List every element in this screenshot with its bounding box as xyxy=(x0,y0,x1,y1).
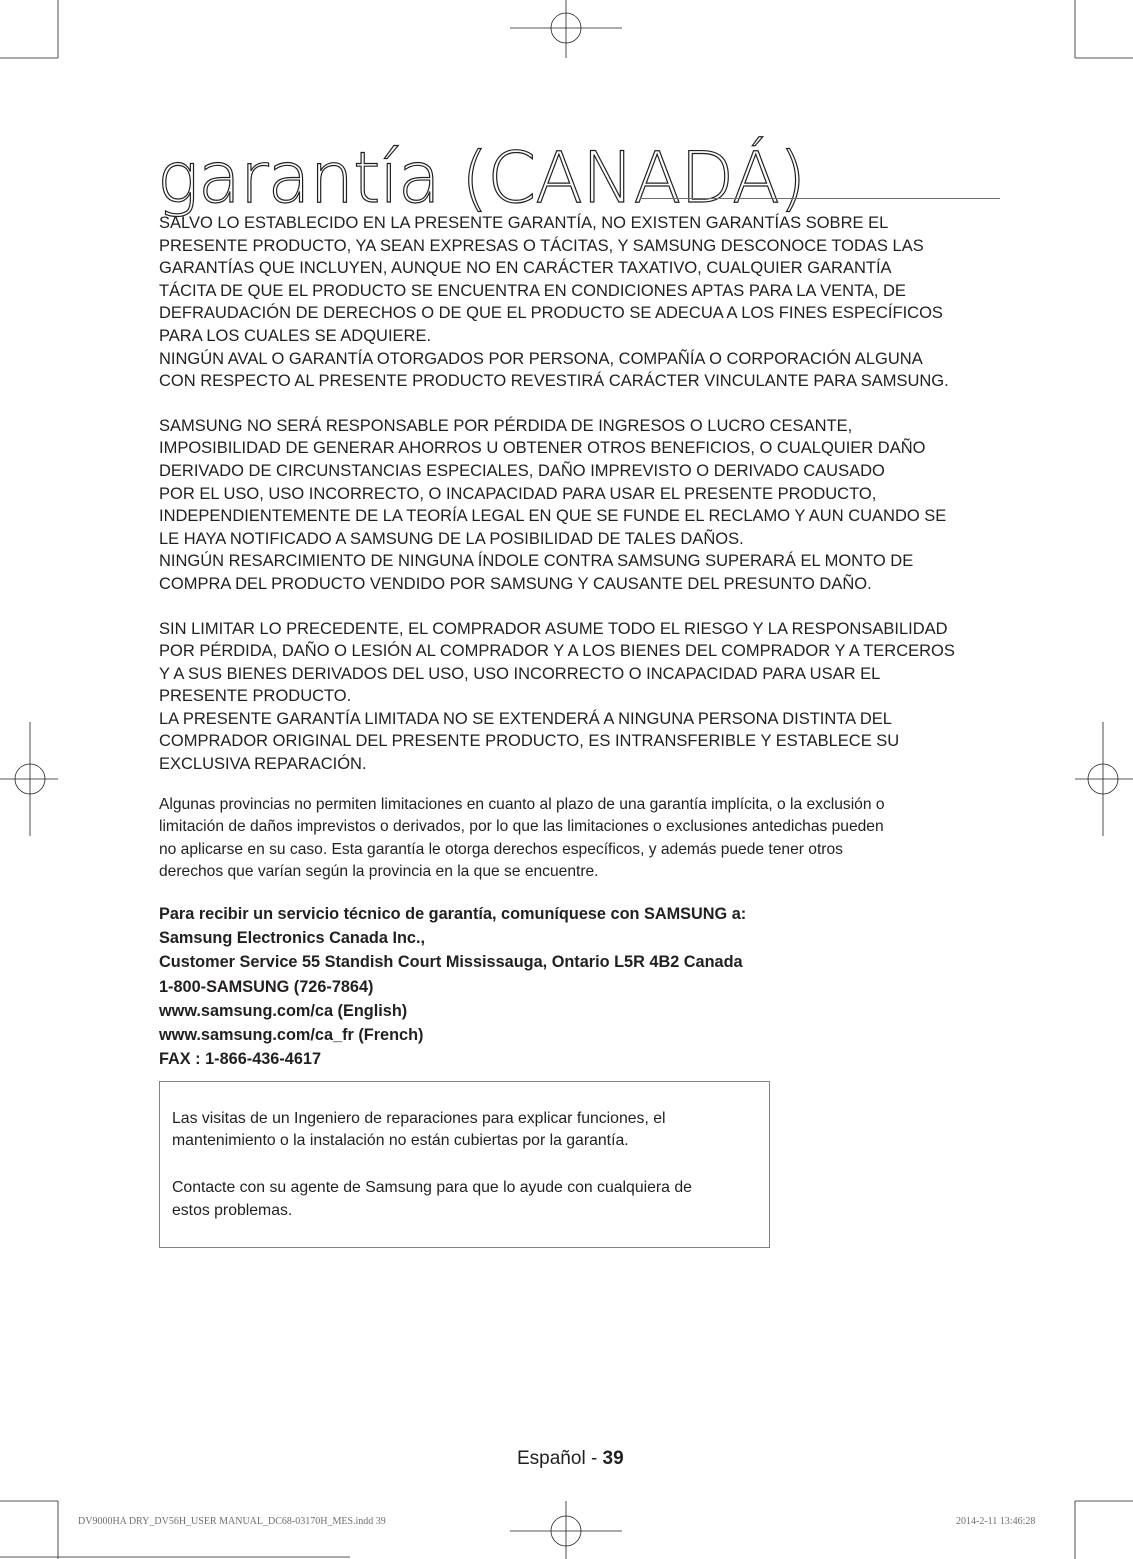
page-footer xyxy=(517,1447,624,1471)
contact-website-french: www.samsung.com/ca_fr (French) xyxy=(159,1026,424,1045)
page-title: garantía (CANADÁ) xyxy=(157,137,806,219)
note-box xyxy=(159,1081,770,1248)
contact-company: Samsung Electronics Canada Inc., xyxy=(159,929,426,948)
paragraph-non-transferable: LA PRESENTE GARANTÍA LIMITADA NO SE EXTENDERÁ A NINGUNA PERSONA DISTINTA DEL COMPRADOR ORIGINAL DEL PRESENTE PRODUCTO, ES INTRANSFERIBLE Y ESTABLECE SU EXCLUSIVA REPARACIÓN. xyxy=(159,709,900,774)
note-text-visits: Las visitas de un Ingeniero de reparaciones para explicar funciones, el mantenimiento o la instalación no están cubiertas por la garantía. xyxy=(172,1109,666,1150)
print-slug-filename: DV9000HA DRY_DV56H_USER MANUAL_DC68-03170H_MES.indd 39 xyxy=(78,1516,386,1527)
paragraph-compensation-limit: NINGÚN RESARCIMIENTO DE NINGUNA ÍNDOLE CONTRA SAMSUNG SUPERARÁ EL MONTO DE COMPRA DEL PRODUCTO VENDIDO POR SAMSUNG Y CAUSANTE DEL PRESUNTO DAÑO. xyxy=(159,552,914,593)
warranty-content xyxy=(159,212,1004,1248)
print-slug-timestamp: 2014-2-11 13:46:28 xyxy=(956,1516,1036,1527)
paragraph-disclaimer: SALVO LO ESTABLECIDO EN LA PRESENTE GARANTÍA, NO EXISTEN GARANTÍAS SOBRE EL PRESENTE PRODUCTO, YA SEAN EXPRESAS O TÁCITAS, Y SAMSUNG DESCONOCE TODAS LAS GARANTÍAS QUE INCLUYEN, AUNQUE NO EN CARÁCTER TAXATIVO, CUALQUIER GARANTÍA TÁCITA DE QUE EL PRODUCTO SE ENCUENTRA EN CONDICIONES APTAS PARA LA VENTA, DE DEFRAUDACIÓN DE DERECHOS O DE QUE EL PRODUCTO SE ADECUA A LOS FINES ESPECÍFICOS PARA LOS CUALES SE ADQUIERE. xyxy=(159,214,943,345)
contact-intro: Para recibir un servicio técnico de garantía, comuníquese con SAMSUNG a: xyxy=(159,905,747,924)
paragraph-risk: SIN LIMITAR LO PRECEDENTE, EL COMPRADOR ASUME TODO EL RIESGO Y LA RESPONSABILIDAD POR PÉRDIDA, DAÑO O LESIÓN AL COMPRADOR Y A LOS BIENES DEL COMPRADOR Y A TERCEROS Y A SUS BIENES DERIVADOS DEL USO, USO INCORRECTO O INCAPACIDAD PARA USAR EL PRESENTE PRODUCTO. xyxy=(159,619,955,706)
page-number: 39 xyxy=(602,1448,624,1469)
contact-address: Customer Service 55 Standish Court Mississauga, Ontario L5R 4B2 Canada xyxy=(159,953,743,972)
paragraph-provinces: Algunas provincias no permiten limitaciones en cuanto al plazo de una garantía implícita, o la exclusión o limitación de daños imprevistos o derivados, por lo que las limitaciones o exclusiones antedichas pueden no aplicarse en su caso. Esta garantía le otorga derechos específicos, y además puede tener otros derechos que varían según la provincia en la que se encuentre. xyxy=(159,795,885,881)
paragraph-no-endorsement: NINGÚN AVAL O GARANTÍA OTORGADOS POR PERSONA, COMPAÑÍA O CORPORACIÓN ALGUNA CON RESPECTO AL PRESENTE PRODUCTO REVESTIRÁ CARÁCTER VINCULANTE PARA SAMSUNG. xyxy=(159,349,949,391)
contact-website-english: www.samsung.com/ca (English) xyxy=(159,1001,408,1020)
contact-info xyxy=(159,902,1004,1071)
contact-fax: FAX : 1-866-436-4617 xyxy=(159,1050,322,1069)
contact-phone: 1-800-SAMSUNG (726-7864) xyxy=(159,977,374,996)
footer-language: Español - xyxy=(517,1448,603,1469)
note-text-contact: Contacte con su agente de Samsung para que lo ayude con cualquiera de estos problemas. xyxy=(172,1179,692,1219)
paragraph-liability: SAMSUNG NO SERÁ RESPONSABLE POR PÉRDIDA DE INGRESOS O LUCRO CESANTE, IMPOSIBILIDAD DE GENERAR AHORROS U OBTENER OTROS BENEFICIOS, O CUALQUIER DAÑO DERIVADO DE CIRCUNSTANCIAS ESPECIALES, DAÑO IMPREVISTO O DERIVADO CAUSADO POR EL USO, USO INCORRECTO, O INCAPACIDAD PARA USAR EL PRESENTE PRODUCTO, INDEPENDIENTEMENTE DE LA TEORÍA LEGAL EN QUE SE FUNDE EL RECLAMO Y AUN CUANDO SE LE HAYA NOTIFICADO A SAMSUNG DE LA POSIBILIDAD DE TALES DAÑOS. xyxy=(159,416,947,548)
title-rule xyxy=(640,198,1000,199)
